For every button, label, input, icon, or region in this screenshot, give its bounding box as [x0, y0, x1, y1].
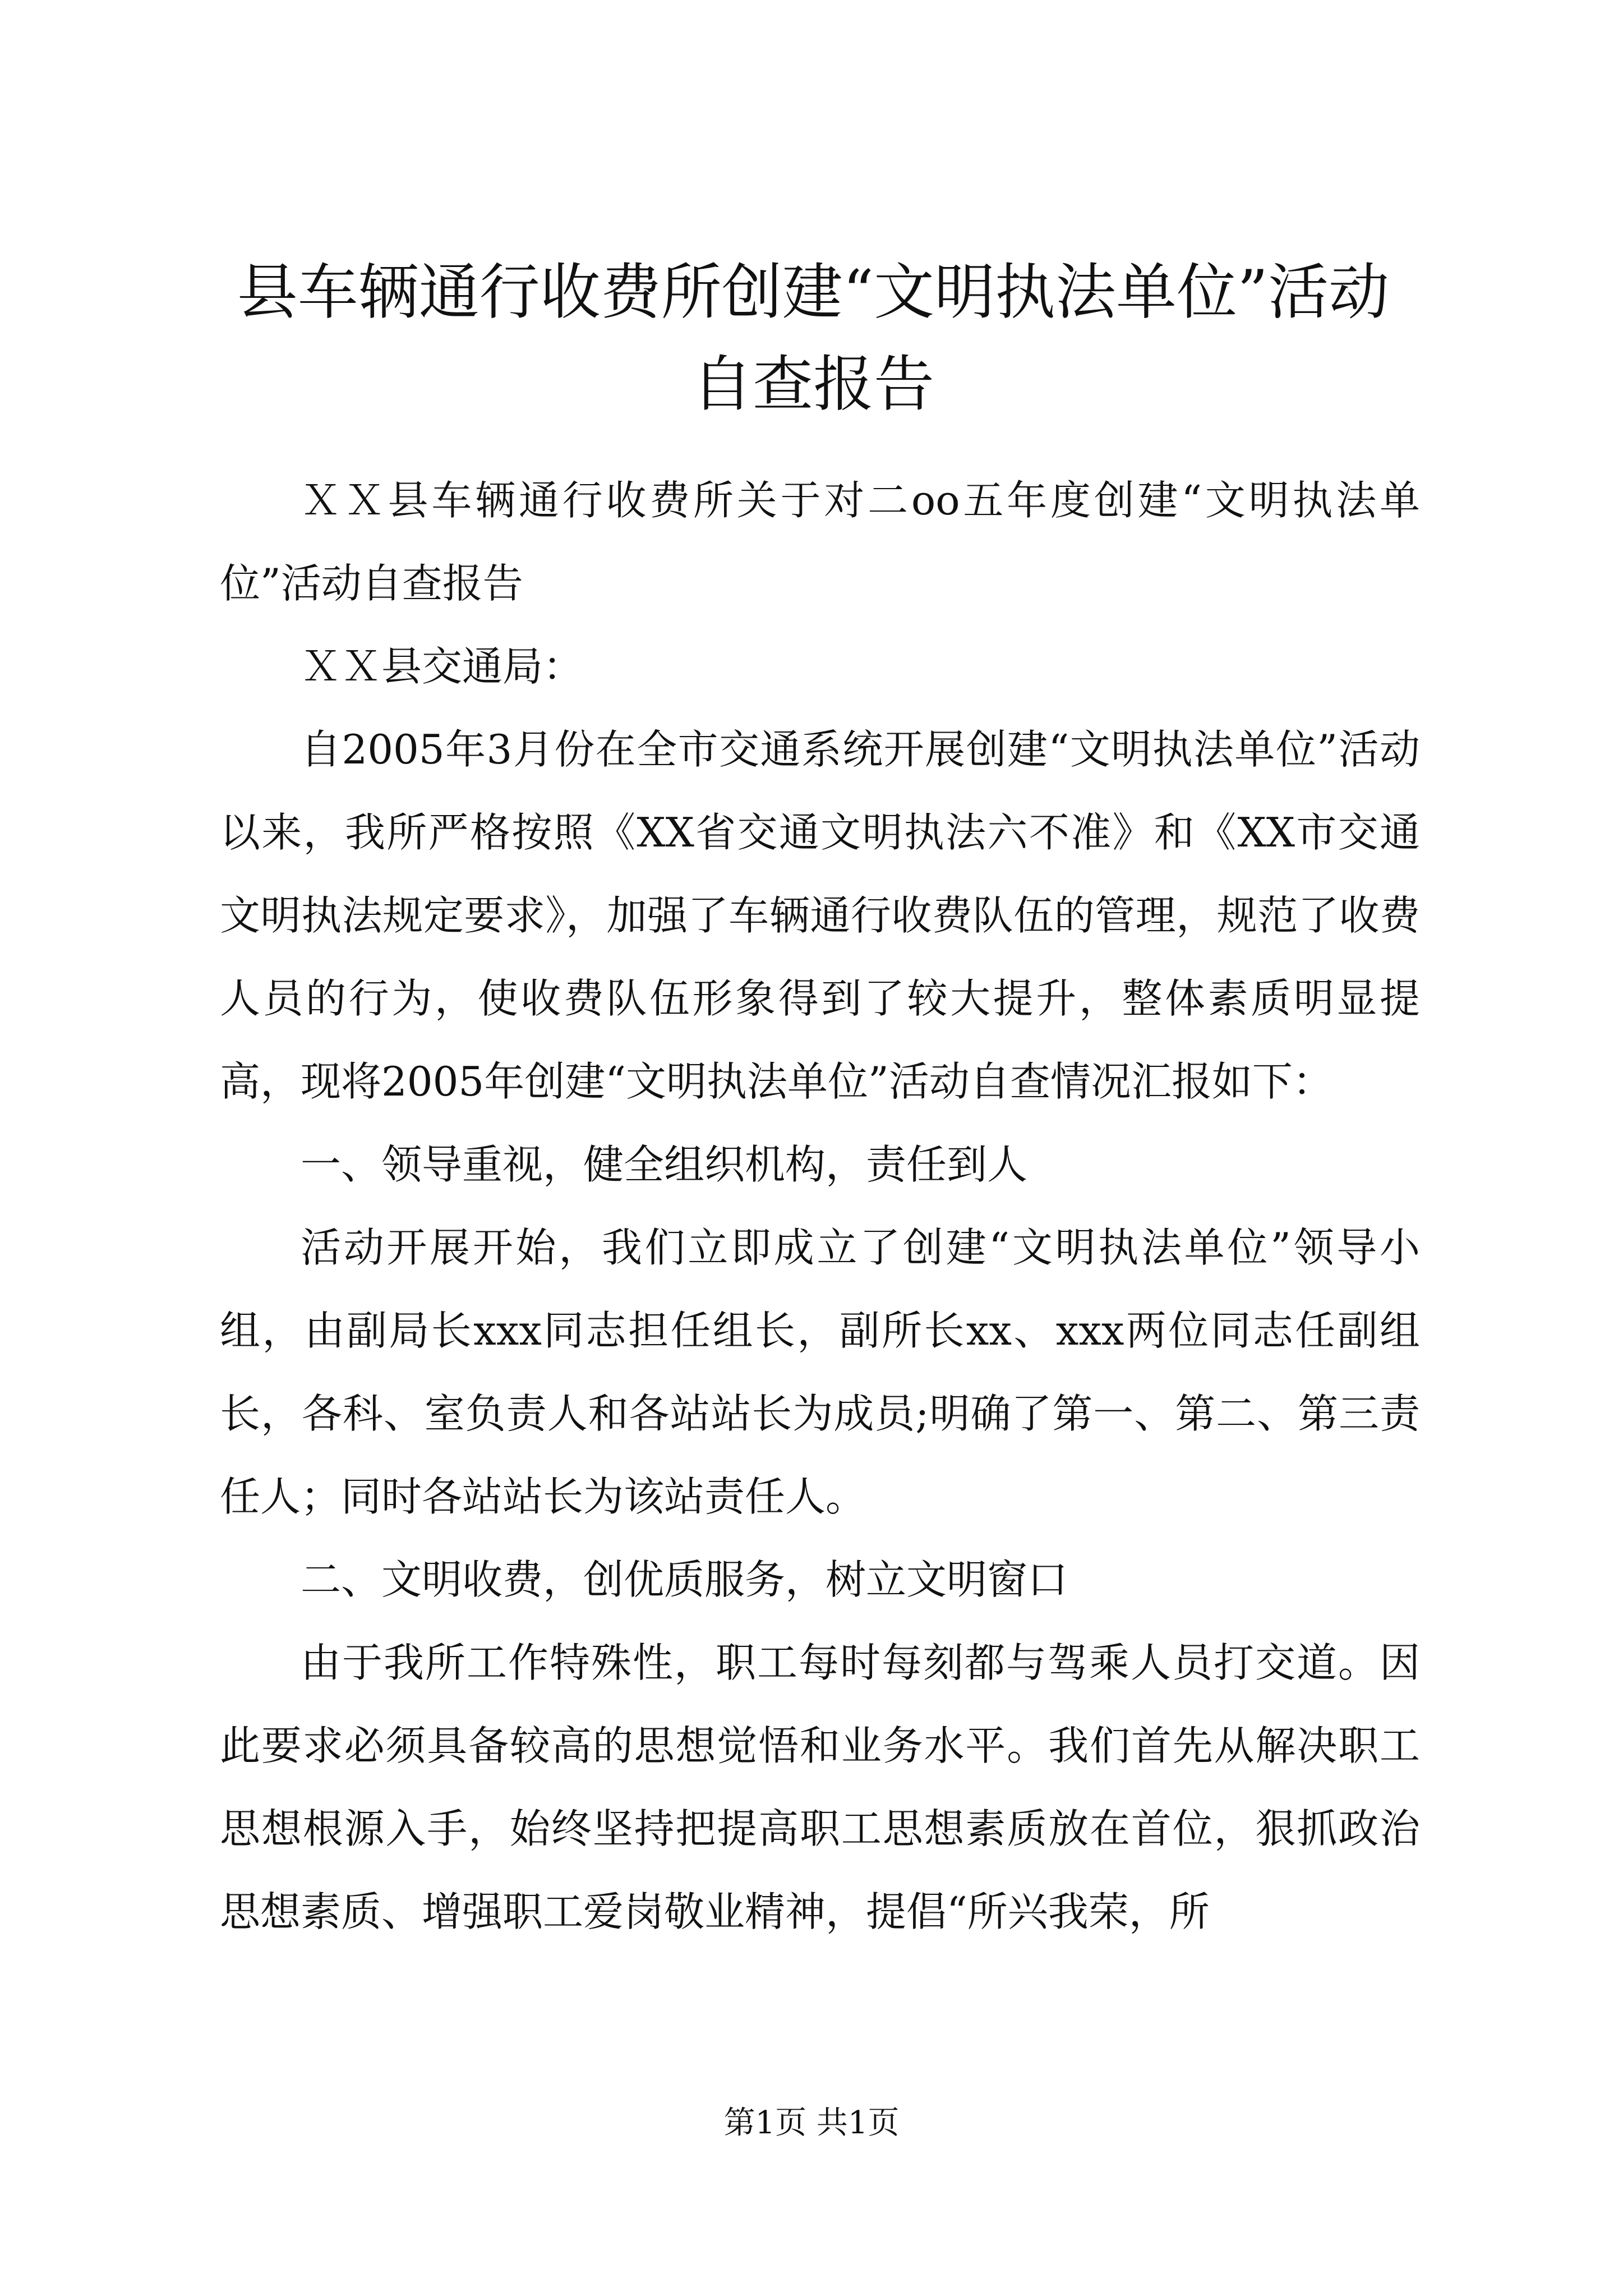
document-body	[220, 459, 1420, 1953]
document-title: 县车辆通行收费所创建“文明执法单位”活动自查报告	[237, 257, 1390, 420]
page-footer: 第1页 共1页	[723, 2105, 900, 2141]
paragraph-subtitle: ＸＸ县车辆通行收费所关于对二oo五年度创建“文明执法单位”活动自查报告	[220, 477, 1420, 607]
paragraph-section-1: 活动开展开始，我们立即成立了创建“文明执法单位”领导小组，由副局长xxx同志担任组长，副所长xx、xxx两位同志任副组长，各科、室负责人和各站站长为成员;明确了第一、第二、第三责任人；同时各站站长为该站责任人。	[220, 1224, 1420, 1520]
paragraph-section-2: 由于我所工作特殊性，职工每时每刻都与驾乘人员打交道。因此要求必须具备较高的思想觉悟和业务水平。我们首先从解决职工思想根源入手，始终坚持把提高职工思想素质放在首位，狠抓政治思想素质、增强职工爱岗敬业精神，提倡“所兴我荣，所	[220, 1639, 1420, 1935]
section-heading-1: 一、领导重视，健全组织机构，责任到人	[301, 1141, 1028, 1188]
paragraph-intro: 自2005年3月份在全市交通系统开展创建“文明执法单位”活动以来，我所严格按照《XX省交通文明执法六不准》和《XX市交通文明执法规定要求》，加强了车辆通行收费队伍的管理，规范了收费人员的行为，使收费队伍形象得到了较大提升，整体素质明显提高，现将2005年创建“文明执法单位”活动自查情况汇报如下：	[220, 726, 1420, 1105]
section-heading-2: 二、文明收费，创优质服务，树立文明窗口	[301, 1556, 1068, 1603]
paragraph-salutation: ＸＸ县交通局：	[301, 643, 584, 690]
